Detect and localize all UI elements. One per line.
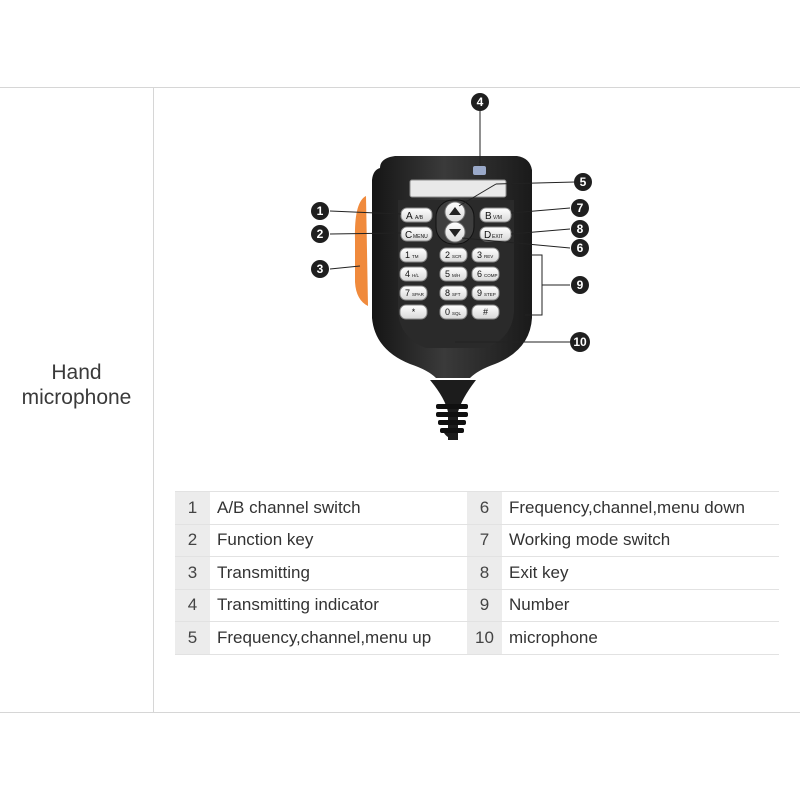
- legend-number: 6: [467, 492, 502, 525]
- legend-number: 9: [467, 589, 502, 622]
- legend-row: [175, 492, 779, 525]
- keypad-key-function: SCR: [452, 254, 462, 259]
- legend-number: 2: [175, 524, 210, 557]
- display-window: [410, 180, 506, 197]
- legend-number: 4: [175, 589, 210, 622]
- legend-number: 7: [467, 524, 502, 557]
- legend-description: Function key: [210, 524, 467, 557]
- legend-description: A/B channel switch: [210, 492, 467, 525]
- legend-body: [175, 492, 779, 655]
- svg-text:1: 1: [316, 204, 324, 218]
- callout-8: [571, 220, 589, 238]
- legend-row: [175, 589, 779, 622]
- legend-description: Number: [502, 589, 779, 622]
- callout-5: [574, 173, 592, 191]
- legend-number: 10: [467, 622, 502, 655]
- legend-description: Working mode switch: [502, 524, 779, 557]
- callout-1: [311, 202, 329, 220]
- legend-number: 3: [175, 557, 210, 590]
- keypad-key-digit: 5: [445, 269, 451, 279]
- svg-text:4: 4: [476, 95, 484, 109]
- microphone-cable: [430, 380, 476, 440]
- svg-text:10: 10: [573, 335, 587, 349]
- keypad-key-digit: 3: [477, 250, 483, 260]
- svg-text:3: 3: [316, 262, 324, 276]
- svg-text:5: 5: [579, 175, 587, 189]
- keypad-key-function: H/L: [412, 273, 420, 278]
- key-d-main: D: [484, 230, 492, 241]
- keypad-key-digit: 9: [477, 288, 483, 298]
- legend-description: Frequency,channel,menu down: [502, 492, 779, 525]
- key-b-main: B: [485, 211, 492, 222]
- legend-description: Transmitting indicator: [210, 589, 467, 622]
- key-d-sub: EXIT: [492, 234, 504, 240]
- keypad-key-digit: 6: [477, 269, 483, 279]
- callout-3: [311, 260, 329, 278]
- legend-number: 5: [175, 622, 210, 655]
- legend-row: [175, 622, 779, 655]
- keypad-key-digit: 4: [405, 269, 411, 279]
- key-c-sub: MENU: [413, 234, 428, 240]
- keypad-key-function: SFT: [452, 292, 461, 297]
- legend-table: [175, 491, 779, 655]
- callout-4: [471, 93, 489, 111]
- keypad-key-digit: #: [482, 307, 489, 317]
- legend-description: microphone: [502, 622, 779, 655]
- keypad-key-digit: 8: [445, 288, 451, 298]
- bottom-divider: [0, 712, 800, 713]
- keypad-key-function: M/H: [452, 273, 461, 278]
- legend-number: 1: [175, 492, 210, 525]
- keypad-key-function: COMP: [484, 273, 498, 278]
- callout-6: [571, 239, 589, 257]
- keypad-key-digit: 0: [445, 307, 451, 317]
- svg-text:9: 9: [576, 278, 584, 292]
- keypad-key-function: SQL: [452, 311, 462, 316]
- svg-text:7: 7: [576, 201, 584, 215]
- keypad-key-digit: 7: [405, 288, 411, 298]
- keypad-key-digit: 2: [445, 250, 451, 260]
- keypad-key-digit: *: [411, 307, 416, 317]
- section-label-line2: microphone: [21, 386, 132, 409]
- key-a-sub: A/B: [415, 215, 424, 221]
- legend-description: Transmitting: [210, 557, 467, 590]
- section-label-line1: Hand: [51, 361, 102, 384]
- svg-text:8: 8: [576, 222, 584, 236]
- svg-text:6: 6: [576, 241, 584, 255]
- keypad-key-digit: 1: [405, 250, 411, 260]
- callout-9: [571, 276, 589, 294]
- keypad-key-function: REV: [484, 254, 494, 259]
- callout-7: [571, 199, 589, 217]
- legend-row: [175, 524, 779, 557]
- transmit-indicator: [473, 166, 486, 175]
- svg-text:2: 2: [316, 227, 324, 241]
- key-a-main: A: [406, 211, 413, 222]
- keypad-key-function: STEP: [484, 292, 496, 297]
- legend-number: 8: [467, 557, 502, 590]
- keypad-key-function: SPAR: [412, 292, 424, 297]
- legend-description: Exit key: [502, 557, 779, 590]
- legend-row: [175, 557, 779, 590]
- callout-10: [570, 332, 590, 352]
- key-c-main: C: [405, 230, 413, 241]
- legend-description: Frequency,channel,menu up: [210, 622, 467, 655]
- key-b-sub: V/M: [493, 215, 502, 221]
- keypad-key-function: TM: [412, 254, 419, 259]
- callout-2: [311, 225, 329, 243]
